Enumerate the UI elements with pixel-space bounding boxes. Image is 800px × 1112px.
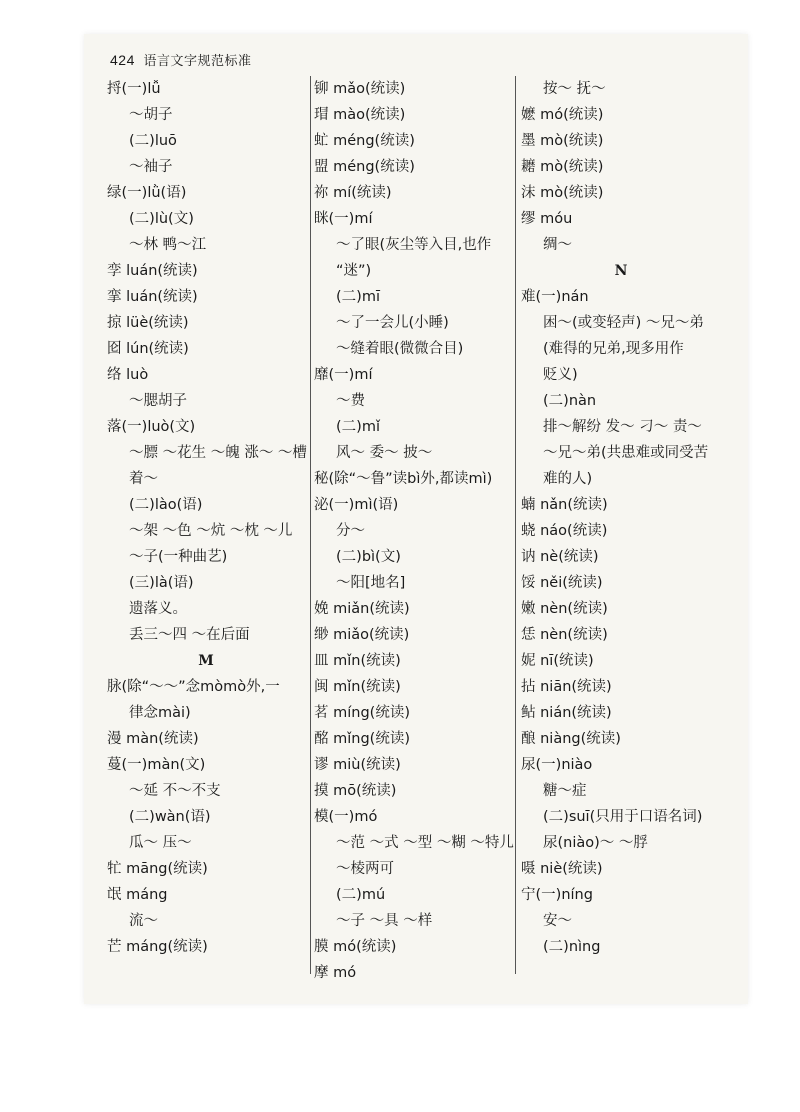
entry-headword-line: 蝻 nǎn(统读) [521, 497, 608, 513]
entry-sub-line: ～胡子 [129, 107, 173, 123]
entry-headword-line: 芒 máng(统读) [107, 939, 208, 955]
entry-sub-line: 流～ [129, 913, 158, 929]
column-divider [310, 76, 311, 974]
entry-headword-line: 绿(一)lǜ(语) [107, 185, 187, 201]
entry-sub-line: 尿(niào)～ ～脬 [543, 835, 648, 851]
entry-headword-line: 盟 méng(统读) [314, 159, 415, 175]
entry-headword-line: 捋(一)lǚ [107, 81, 161, 97]
entry-sub-line: (二)suī(只用于口语名词) [543, 809, 703, 825]
entry-headword-line: 谬 miù(统读) [314, 757, 401, 773]
entry-sub-line: ～袖子 [129, 159, 173, 175]
entry-headword-line: 恁 nèn(统读) [521, 627, 608, 643]
entry-headword-line: 酿 niàng(统读) [521, 731, 621, 747]
entry-headword-line: 落(一)luò(文) [107, 419, 196, 435]
entry-sub-line: ～膘 ～花生 ～魄 涨～ ～槽 [129, 445, 307, 461]
entry-sub-line: (二)nìng [543, 939, 601, 955]
entry-headword-line: 络 luò [107, 367, 149, 383]
entry-sub-line: “迷”) [336, 263, 372, 279]
entry-sub-line: 排～解纷 发～ 刁～ 责～ [543, 419, 702, 435]
entry-headword-line: 摸 mō(统读) [314, 783, 397, 799]
entry-sub-line: 瓜～ 压～ [129, 835, 192, 851]
entry-headword-line: 瑁 mào(统读) [314, 107, 406, 123]
entry-sub-line: ～费 [336, 393, 365, 409]
entry-headword-line: 鲇 nián(统读) [521, 705, 612, 721]
entry-sub-line: ～子(一种曲艺) [129, 549, 228, 565]
entry-sub-line: ～兄～弟(共患难或同受苦 [543, 445, 709, 461]
entry-headword-line: 拈 niān(统读) [521, 679, 612, 695]
entry-sub-line: (二)mǐ [336, 419, 380, 435]
entry-sub-line: (二)bì(文) [336, 549, 401, 565]
entry-headword-line: 脉(除“～～”念mòmò外,一 [107, 679, 280, 695]
entry-sub-line: ～子 ～具 ～样 [336, 913, 433, 929]
entry-headword-line: 囵 lún(统读) [107, 341, 189, 357]
entry-headword-line: 缈 miǎo(统读) [314, 627, 410, 643]
entry-headword-line: 秘(除“～鲁”读bì外,都读mì) [314, 471, 493, 487]
entry-headword-line: 宁(一)níng [521, 887, 593, 903]
entry-headword-line: 尿(一)niào [521, 757, 593, 773]
entry-headword-line: 掠 lüè(统读) [107, 315, 189, 331]
entry-sub-line: ～延 不～不支 [129, 783, 221, 799]
entry-headword-line: 虻 méng(统读) [314, 133, 415, 149]
entry-sub-line: 风～ 委～ 披～ [336, 445, 433, 461]
entry-sub-line: (二)mú [336, 887, 386, 903]
entry-headword-line: 闽 mǐn(统读) [314, 679, 401, 695]
entry-sub-line: 丢三～四 ～在后面 [129, 627, 250, 643]
entry-sub-line: (二)mī [336, 289, 380, 305]
entry-sub-line: 分～ [336, 523, 365, 539]
entry-sub-line: (三)là(语) [129, 575, 194, 591]
entry-sub-line: (二)luō [129, 133, 177, 149]
entry-sub-line: (二)wàn(语) [129, 809, 211, 825]
entry-sub-line: (二)lù(文) [129, 211, 194, 227]
entry-headword-line: 孪 luán(统读) [107, 263, 198, 279]
entry-headword-line: 泌(一)mì(语) [314, 497, 399, 513]
entry-headword-line: 嗫 niè(统读) [521, 861, 603, 877]
entry-sub-line: 贬义) [543, 367, 578, 383]
entry-headword-line: 皿 mǐn(统读) [314, 653, 401, 669]
entry-headword-line: 牤 māng(统读) [107, 861, 208, 877]
entry-headword-line: 讷 nè(统读) [521, 549, 599, 565]
entry-headword-line: 缪 móu [521, 211, 573, 227]
entry-headword-line: 漫 màn(统读) [107, 731, 199, 747]
section-letter-heading: N [614, 263, 628, 279]
entry-sub-line: ～阳[地名] [336, 575, 406, 591]
entry-sub-line: (二)lào(语) [129, 497, 203, 513]
entry-headword-line: 蛲 náo(统读) [521, 523, 608, 539]
entry-headword-line: 妮 nī(统读) [521, 653, 594, 669]
entry-sub-line: ～林 鸭～江 [129, 237, 207, 253]
entry-sub-line: ～腮胡子 [129, 393, 187, 409]
book-title: 语言文字规范标准 [143, 54, 252, 69]
entry-headword-line: 馁 něi(统读) [521, 575, 603, 591]
entry-sub-line: 着～ [129, 471, 158, 487]
entry-sub-line: 安～ [543, 913, 572, 929]
entry-sub-line: ～范 ～式 ～型 ～糊 ～特儿 [336, 835, 514, 851]
entry-headword-line: 氓 máng [107, 887, 168, 903]
entry-headword-line: 蔓(一)màn(文) [107, 757, 206, 773]
entry-headword-line: 嬷 mó(统读) [521, 107, 604, 123]
entry-headword-line: 茗 míng(统读) [314, 705, 410, 721]
section-letter-heading: M [198, 653, 214, 669]
entry-sub-line: ～了眼(灰尘等入目,也作 [336, 237, 492, 253]
entry-headword-line: 嫩 nèn(统读) [521, 601, 608, 617]
entry-headword-line: 酩 mǐng(统读) [314, 731, 410, 747]
entry-headword-line: 靡(一)mí [314, 367, 373, 383]
entry-headword-line: 模(一)mó [314, 809, 378, 825]
entry-headword-line: 墨 mò(统读) [521, 133, 604, 149]
entry-headword-line: 难(一)nán [521, 289, 589, 305]
entry-sub-line: 按～ 抚～ [543, 81, 606, 97]
entry-sub-line: (二)nàn [543, 393, 597, 409]
entry-headword-line: 眯(一)mí [314, 211, 373, 227]
entry-headword-line: 铆 mǎo(统读) [314, 81, 406, 97]
entry-sub-line: ～了一会儿(小睡) [336, 315, 449, 331]
entry-sub-line: ～架 ～色 ～炕 ～枕 ～儿 [129, 523, 293, 539]
entry-sub-line: ～缝着眼(微微合目) [336, 341, 464, 357]
entry-sub-line: 遗落义。 [129, 601, 187, 617]
entry-headword-line: 祢 mí(统读) [314, 185, 392, 201]
entry-sub-line: 困～(或变轻声) ～兄～弟 [543, 315, 704, 331]
entry-sub-line: ～棱两可 [336, 861, 394, 877]
entry-headword-line: 沫 mò(统读) [521, 185, 604, 201]
entry-sub-line: 糖～症 [543, 783, 587, 799]
entry-headword-line: 耱 mò(统读) [521, 159, 604, 175]
entry-sub-line: 难的人) [543, 471, 593, 487]
entry-headword-line: 膜 mó(统读) [314, 939, 397, 955]
page-number: 424 [110, 52, 135, 68]
column-divider [515, 76, 516, 974]
entry-headword-line: 摩 mó [314, 965, 357, 981]
entry-headword-line: 娩 miǎn(统读) [314, 601, 410, 617]
entry-sub-line: 律念mài) [129, 705, 191, 721]
entry-sub-line: 绸～ [543, 237, 572, 253]
running-header [110, 50, 252, 69]
entry-headword-line: 挛 luán(统读) [107, 289, 198, 305]
entry-sub-line: (难得的兄弟,现多用作 [543, 341, 684, 357]
